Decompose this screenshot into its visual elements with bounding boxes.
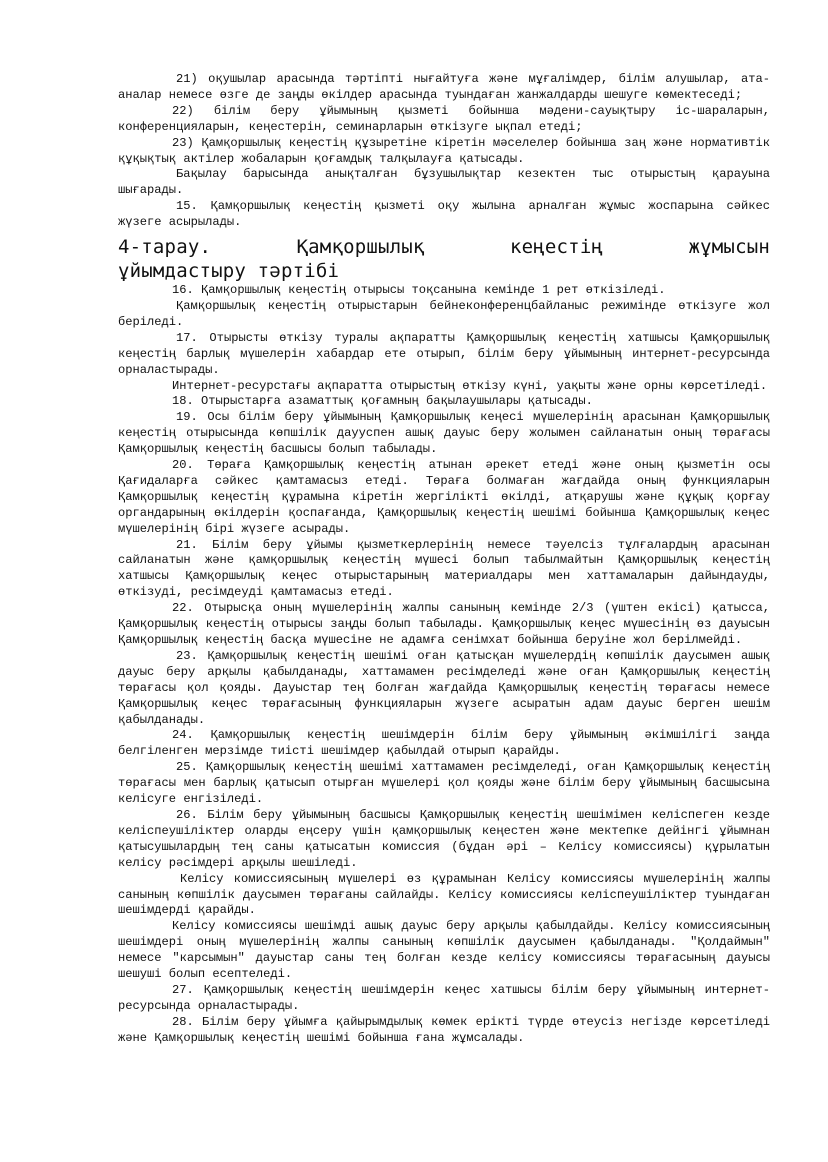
paragraph-18: 18. Отырыстарға азаматтық қоғамның бақылаушылары қатысады. bbox=[172, 394, 593, 409]
paragraph-28: 28. Білім беру ұйымға қайырымдылық көмек ерікті түрде өтеусіз негізде көрсетіледі және Қамқоршылық кеңестің шешімі бойынша ғана жұмсалады. bbox=[118, 1014, 770, 1045]
paragraph-24: 24. Қамқоршылық кеңестің шешімдерін білім беру ұйымының әкімшілігі заңда белгіленген мерзімде тиісті шешімдер қабылдай отырып қарайды. bbox=[118, 728, 770, 759]
paragraph-20: 20. Төраға Қамқоршылық кеңестің атынан әрекет етеді және оның қызметін осы Қағидаларға сәйкес қамтамасыз етеді. Төраға болмаған жағдайда оның функцияларын Қамқоршылық кеңестің құрамына кіретін жергілікті өкілді, атқарушы және құқық қорғау органдарының өкілдерін қоспағанда, Қамқоршылық кеңестің шешімі бойынша Қамқоршылық кеңес мүшелерінің бірі жүзеге асырады. bbox=[118, 458, 770, 536]
paragraph-27: 27. Қамқоршылық кеңестің шешімдерін кеңес хатшысы білім беру ұйымының интернет-ресурсында орналастырады. bbox=[118, 982, 770, 1013]
paragraph-19: 19. Осы білім беру ұйымының Қамқоршылық кеңесі мүшелерінің арасынан Қамқоршылық кеңестің отырысында көпшілік даууспен ашық дауыс беру жолымен сайланатын оның төрағасы Қамқоршылық кеңестің басшысы болып табылады. bbox=[118, 410, 770, 457]
paragraph-22: 22) білім беру ұйымының қызметі бойынша мәдени-сауықтыру іс-шараларын, конференцияларын, кеңестерін, семинарларын өткізуге ықпал етеді; bbox=[118, 103, 770, 134]
paragraph-videoconference: Қамқоршылық кеңестің отырыстарын бейнеконференцбайланыс режимінде өткізуге жол беріледі. bbox=[118, 298, 770, 329]
paragraph-25: 25. Қамқоршылық кеңестің шешімі хаттамамен ресімделеді, оған Қамқоршылық кеңестің төрағасы мен барлық қатысып отырған мүшелері қол қояды және білім беру ұйымының басшысына келісуге енгізіледі. bbox=[118, 760, 770, 807]
paragraph-22-quorum: 22. Отырысқа оның мүшелерінің жалпы санының кемінде 2/3 (үштен екісі) қатысса, Қамқоршылық кеңестің отырысы заңды болып табылады. Қамқоршылық кеңес мүшесінің өз дауысын Қамқоршылық кеңестің басқа мүшесіне не адамға сенімхат бойынша беруіне жол берілмейді. bbox=[118, 601, 770, 647]
paragraph-26: 26. Білім беру ұйымының басшысы Қамқоршылық кеңестің шешімімен келіспеген кезде келіспеушіліктер оларды еңсеру үшін қамқоршылық кеңестен және мектепке дейінгі ұйымнан қатысушылардың тең саны қатысатын комиссия (бұдан әрі – Келісу комиссиясы) құрылатын келісу рәсімдері арқылы шешіледі. bbox=[118, 807, 770, 870]
paragraph-23: 23) Қамқоршылық кеңестің құзыретіне кіретін мәселелер бойынша заң және нормативтік құқықтық актілер жобаларын қоғамдық талқылауға қатысады. bbox=[118, 135, 770, 166]
paragraph-17: 17. Отырысты өткізу туралы ақпаратты Қамқоршылық кеңестің хатшысы Қамқоршылық кеңестің барлық мүшелерін хабардар ете отырып, білім беру ұйымының интернет-ресурсында орналастырады. bbox=[118, 330, 770, 377]
paragraph-internet-info: Интернет-ресурстағы ақпаратта отырыстың өткізу күні, уақыты және орны көрсетіледі. bbox=[172, 378, 768, 393]
chapter-heading-line-1: 4-тарау. Қамқоршылық кеңестің жұмысын bbox=[118, 236, 770, 259]
paragraph-16: 16. Қамқоршылық кеңестің отырысы тоқсанына кемінде 1 рет өткізіледі. bbox=[172, 283, 666, 298]
paragraph-21-secretary: 21. Білім беру ұйымы қызметкерлерінің немесе тәуелсіз тұлғалардың арасынан сайланатын және қамқоршылық кеңестің мүшесі болып табылмайтын Қамқоршылық кеңестің хатшысы Қамқоршылық кеңес отырыстарының материалдары мен хаттамаларын дайындауды, өткізуді, ресімдеуді қамтамасыз етеді. bbox=[118, 537, 770, 600]
document-body bbox=[118, 72, 770, 1047]
paragraph-violations: Бақылау барысында анықталған бұзушылықтар кезектен тыс отырыстың қарауына шығарады. bbox=[118, 167, 770, 198]
chapter-heading bbox=[118, 235, 770, 283]
paragraph-21: 21) оқушылар арасында тәртіпті нығайтуға және мұғалімдер, білім алушылар, ата-аналар немесе өзге де заңды өкілдер арасында туындаған жанжалдарды шешуге көмектеседі; bbox=[118, 72, 770, 102]
chapter-heading-line-2: ұйымдастыру тәртібі bbox=[118, 260, 340, 283]
paragraph-commission-voting: Келісу комиссиясы шешімді ашық дауыс беру арқылы қабылдайды. Келісу комиссиясының шешімдері оның мүшелерінің жалпы санының көпшілік даусымен қабылданады. "Қолдаймын" немесе "карсымын" дауыстар саны тең болған кезде келісу комиссиясы төрағасының дауысы шешуші болып есептеледі. bbox=[118, 919, 770, 982]
paragraph-15: 15. Қамқоршылық кеңестің қызметі оқу жылына арналған жұмыс жоспарына сәйкес жүзеге асырылады. bbox=[118, 199, 770, 230]
paragraph-commission-members: Келісу комиссиясының мүшелері өз құрамынан Келісу комиссиясы мүшелерінің жалпы санының көпшілік даусымен төрағаны сайлайды. Келісу комиссиясы келіспеушіліктер туындаған шешімдерді қарайды. bbox=[118, 871, 770, 918]
paragraph-23-decision: 23. Қамқоршылық кеңестің шешімі оған қатысқан мүшелердің көпшілік даусымен ашық дауыс беру арқылы қабылданады, хаттамамен ресімделеді және оған Қамқоршылық кеңестің төрағасы қол қояды. Дауыстар тең болған жағдайда Қамқоршылық кеңестің төрағасы немесе Қамқоршылық кеңес төрағасының функцияларын жүзеге асыратын адам дауыс берген шешім қабылданады. bbox=[118, 648, 770, 727]
